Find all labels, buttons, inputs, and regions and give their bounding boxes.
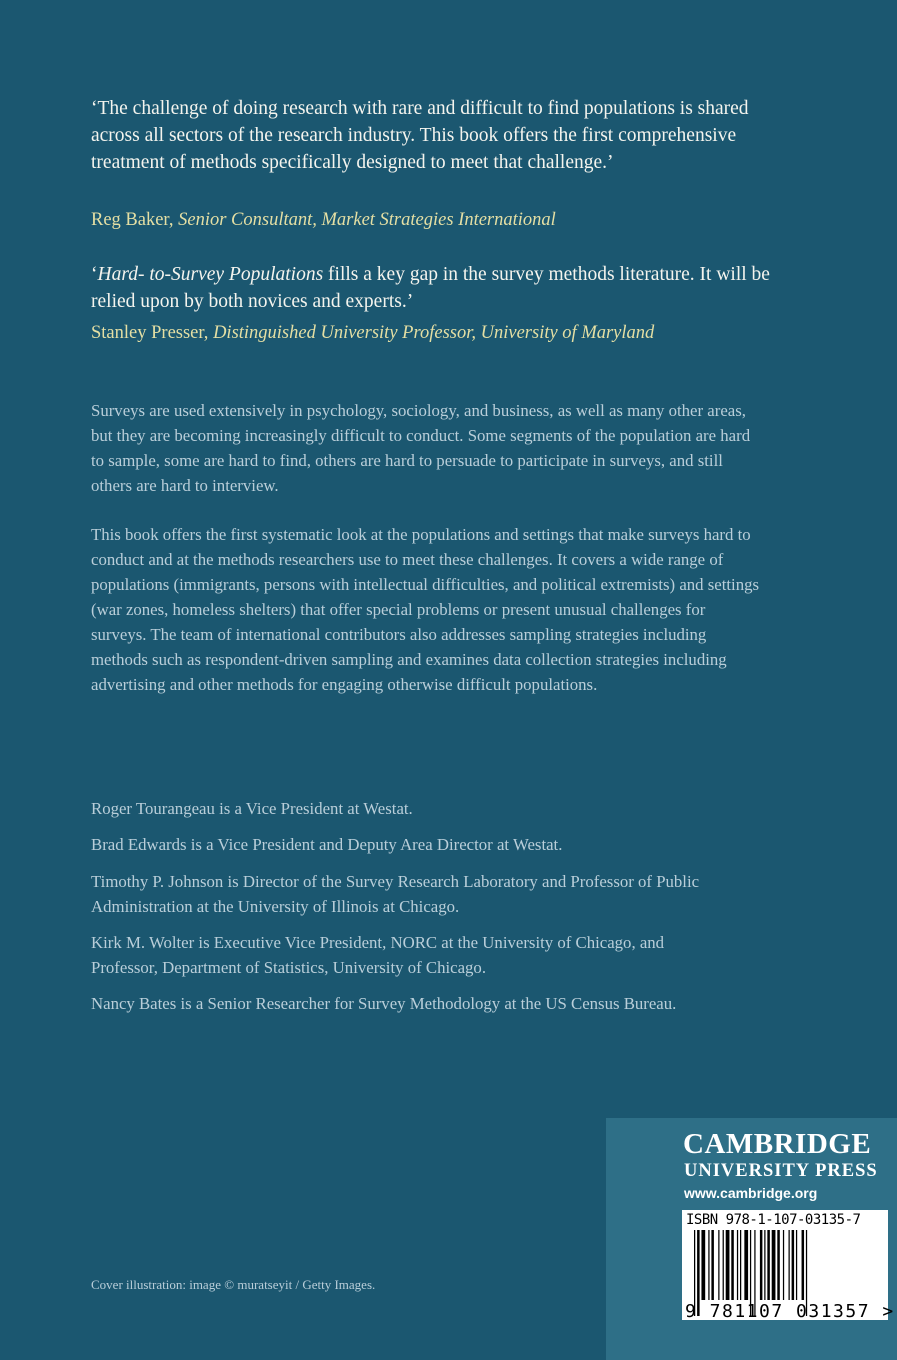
endorser-name: Stanley Presser, [91,323,214,343]
endorsement-attribution-1 [91,208,791,232]
author-bio: Brad Edwards is a Vice President and Deputy Area Director at Westat. [91,835,563,854]
barcode-bar [726,1230,730,1300]
author-bio: Timothy P. Johnson is Director of the Survey Research Laboratory and Professor of Public Administration at the University of Illinois at Chicago. [91,872,700,916]
barcode-bar [760,1230,763,1300]
cover-credit: Cover illustration: image © muratseyit / Getty Images. [91,1277,376,1292]
endorsement-quote-1: ‘The challenge of doing research with rare and difficult to find populations is shared across all sectors of the research industry. This book offers the first comprehensive treatment of methods specifically designed to meet that challenge.’ [91,98,749,173]
barcode-bar [737,1230,738,1300]
barcode-bar [783,1230,784,1300]
barcode-bar [711,1230,714,1300]
book-title: Hard- to-Survey Populations [97,264,324,285]
endorsement-quote-2 [91,261,771,315]
quote-open: ‘ [91,264,98,285]
barcode-bar [740,1230,741,1300]
publisher-url: www.cambridge.org [684,1185,818,1201]
barcode-bar [802,1230,805,1300]
barcode-bar [792,1230,795,1300]
barcode-bar [772,1230,776,1300]
quote-text: fills a key gap in the survey methods literature. It will be relied upon by both novices and experts.’ [91,264,770,312]
barcode-bar [767,1230,770,1300]
description-paragraph-1: Surveys are used extensively in psychology, sociology, and business, as well as many other areas, but they are becoming increasingly difficult to conduct. Some segments of the population are hard to sample, some are hard to find, others are hard to persuade to participate in surveys, and still others are hard to interview. [91,401,751,495]
author-bio: Roger Tourangeau is a Vice President at Westat. [91,799,413,818]
isbn-barcode [682,1210,895,1322]
barcode-digits: 9 781107 031357 > [685,1301,895,1322]
author-bio: Kirk M. Wolter is Executive Vice President, NORC at the University of Chicago, and Professor, Department of Statistics, University of Chicago. [91,933,665,977]
barcode-bar [796,1230,797,1300]
isbn-label: ISBN 978-1-107-03135-7 [686,1212,861,1228]
barcode-bar [723,1230,724,1300]
barcode-bar [731,1230,734,1300]
publisher-logo: CAMBRIDGE [683,1128,872,1160]
publisher-subtitle: UNIVERSITY PRESS [684,1161,878,1181]
barcode-bar [789,1230,790,1300]
author-bio: Nancy Bates is a Senior Researcher for Survey Methodology at the US Census Bureau. [91,994,677,1013]
endorser-name: Reg Baker, [91,210,179,230]
barcode-bar [744,1230,748,1300]
barcode-bar [764,1230,765,1300]
publisher-panel [606,1118,897,1360]
description-paragraph-2: This book offers the first systematic look at the populations and settings that make surveys hard to conduct and at the methods researchers use to meet these challenges. It covers a wide range of populations (immigrants, persons with intellectual difficulties, and political extremists) and settings (war zones, homeless shelters) that offer special problems or present unusual challenges for surveys. The team of international contributors also addresses sampling strategies including methods such as respondent-driven sampling and examines data collection strategies including advertising and other methods for engaging otherwise difficult populations. [91,525,760,694]
barcode-bar [701,1230,705,1300]
endorser-role: Distinguished University Professor, University of Maryland [213,323,655,343]
barcode-bar [708,1230,709,1300]
endorser-role: Senior Consultant, Market Strategies International [178,210,556,230]
endorsement-attribution-2 [91,321,791,345]
barcode-bar [777,1230,780,1300]
barcode-bar [718,1230,719,1300]
